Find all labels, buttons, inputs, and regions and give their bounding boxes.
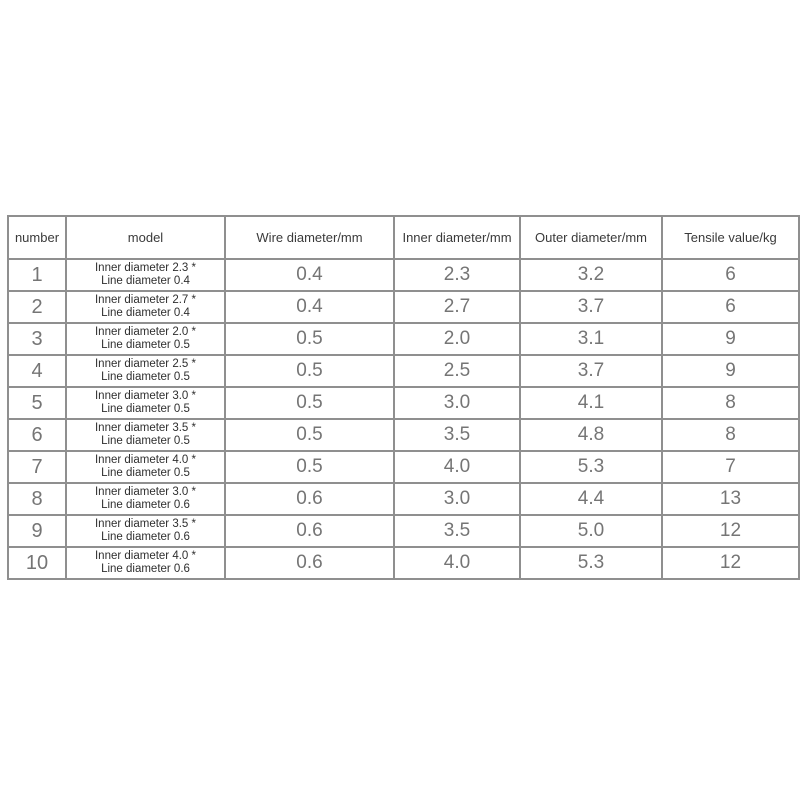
table-row	[8, 355, 799, 387]
table-row	[8, 483, 799, 515]
cell-tensile-value: 8	[662, 419, 799, 451]
model-line-1: Inner diameter 4.0 *	[94, 550, 196, 562]
model-line-2: Line diameter 0.5	[101, 467, 190, 479]
cell-outer-diameter: 4.4	[520, 483, 662, 515]
table-row	[8, 515, 799, 547]
column-header-number: number	[8, 216, 66, 259]
model-line-2: Line diameter 0.4	[101, 275, 190, 287]
cell-outer-diameter: 3.2	[520, 259, 662, 291]
table-row	[8, 547, 799, 579]
model-line-2: Line diameter 0.5	[101, 435, 190, 447]
model-line-1: Inner diameter 2.7 *	[94, 294, 196, 306]
cell-wire-diameter: 0.5	[225, 387, 394, 419]
cell-model	[66, 483, 225, 515]
table-row	[8, 451, 799, 483]
cell-outer-diameter: 3.1	[520, 323, 662, 355]
cell-inner-diameter: 3.0	[394, 483, 520, 515]
model-line-2: Line diameter 0.6	[101, 531, 190, 543]
cell-tensile-value: 6	[662, 259, 799, 291]
cell-wire-diameter: 0.5	[225, 355, 394, 387]
cell-inner-diameter: 2.5	[394, 355, 520, 387]
cell-tensile-value: 9	[662, 323, 799, 355]
cell-wire-diameter: 0.6	[225, 547, 394, 579]
cell-inner-diameter: 4.0	[394, 451, 520, 483]
cell-number: 10	[8, 547, 66, 579]
cell-model	[66, 291, 225, 323]
cell-wire-diameter: 0.6	[225, 515, 394, 547]
cell-model	[66, 451, 225, 483]
table-row	[8, 323, 799, 355]
table-row	[8, 419, 799, 451]
cell-tensile-value: 7	[662, 451, 799, 483]
table-row	[8, 259, 799, 291]
model-line-1: Inner diameter 3.0 *	[94, 486, 196, 498]
model-line-2: Line diameter 0.5	[101, 339, 190, 351]
cell-number: 7	[8, 451, 66, 483]
model-line-2: Line diameter 0.5	[101, 371, 190, 383]
cell-outer-diameter: 4.1	[520, 387, 662, 419]
cell-number: 1	[8, 259, 66, 291]
cell-inner-diameter: 3.5	[394, 515, 520, 547]
model-line-2: Line diameter 0.4	[101, 307, 190, 319]
model-line-2: Line diameter 0.6	[101, 563, 190, 575]
cell-inner-diameter: 4.0	[394, 547, 520, 579]
table-row	[8, 387, 799, 419]
cell-number: 3	[8, 323, 66, 355]
cell-number: 6	[8, 419, 66, 451]
cell-outer-diameter: 4.8	[520, 419, 662, 451]
model-line-1: Inner diameter 3.0 *	[94, 390, 196, 402]
cell-inner-diameter: 2.0	[394, 323, 520, 355]
cell-outer-diameter: 5.0	[520, 515, 662, 547]
column-header-wire-diameter: Wire diameter/mm	[225, 216, 394, 259]
cell-wire-diameter: 0.5	[225, 323, 394, 355]
cell-number: 8	[8, 483, 66, 515]
table-row	[8, 291, 799, 323]
cell-tensile-value: 6	[662, 291, 799, 323]
cell-wire-diameter: 0.6	[225, 483, 394, 515]
cell-tensile-value: 13	[662, 483, 799, 515]
cell-number: 5	[8, 387, 66, 419]
model-line-2: Line diameter 0.5	[101, 403, 190, 415]
cell-model	[66, 259, 225, 291]
cell-number: 4	[8, 355, 66, 387]
column-header-inner-diameter: Inner diameter/mm	[394, 216, 520, 259]
product-spec-table	[7, 215, 800, 580]
cell-tensile-value: 9	[662, 355, 799, 387]
model-line-1: Inner diameter 2.0 *	[94, 326, 196, 338]
model-line-1: Inner diameter 3.5 *	[94, 422, 196, 434]
cell-model	[66, 387, 225, 419]
cell-outer-diameter: 3.7	[520, 291, 662, 323]
cell-tensile-value: 12	[662, 515, 799, 547]
table-header-row	[8, 216, 799, 259]
column-header-tensile-value: Tensile value/kg	[662, 216, 799, 259]
cell-tensile-value: 8	[662, 387, 799, 419]
cell-wire-diameter: 0.4	[225, 291, 394, 323]
cell-number: 9	[8, 515, 66, 547]
cell-inner-diameter: 2.7	[394, 291, 520, 323]
cell-wire-diameter: 0.5	[225, 419, 394, 451]
model-line-1: Inner diameter 2.3 *	[94, 262, 196, 274]
cell-wire-diameter: 0.5	[225, 451, 394, 483]
cell-wire-diameter: 0.4	[225, 259, 394, 291]
cell-tensile-value: 12	[662, 547, 799, 579]
model-line-1: Inner diameter 3.5 *	[94, 518, 196, 530]
cell-model	[66, 323, 225, 355]
model-line-1: Inner diameter 2.5 *	[94, 358, 196, 370]
cell-outer-diameter: 5.3	[520, 547, 662, 579]
cell-outer-diameter: 3.7	[520, 355, 662, 387]
cell-outer-diameter: 5.3	[520, 451, 662, 483]
cell-number: 2	[8, 291, 66, 323]
cell-model	[66, 515, 225, 547]
cell-inner-diameter: 2.3	[394, 259, 520, 291]
model-line-2: Line diameter 0.6	[101, 499, 190, 511]
cell-inner-diameter: 3.5	[394, 419, 520, 451]
column-header-outer-diameter: Outer diameter/mm	[520, 216, 662, 259]
model-line-1: Inner diameter 4.0 *	[94, 454, 196, 466]
column-header-model: model	[66, 216, 225, 259]
cell-inner-diameter: 3.0	[394, 387, 520, 419]
cell-model	[66, 355, 225, 387]
cell-model	[66, 419, 225, 451]
cell-model	[66, 547, 225, 579]
